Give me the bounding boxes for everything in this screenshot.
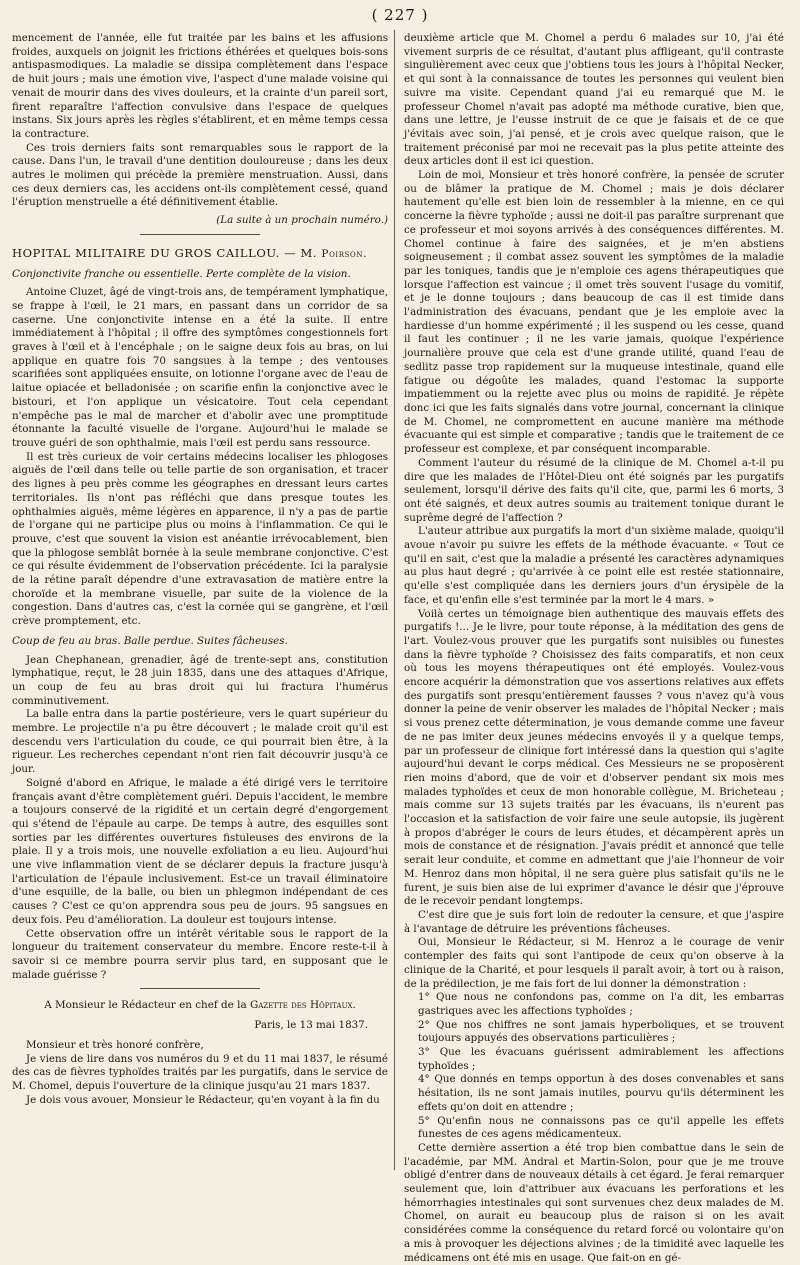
paragraph: Ces trois derniers faits sont remarquables sous le rapport de la cause. Dans l'un, le travail d'une dentition douloureuse ; dans les deux autres le molimen qui précède la première menstruation. Aussi, dans ces deux derniers cas, les accidens ont-ils complètement cessé, quand l'éruption menstruelle a été définitivement établie. (12, 141, 388, 209)
list-item: 1° Que nous ne confondons pas, comme on l'a dit, les embarras gastriques avec les affections typhoïdes ; (418, 991, 784, 1017)
paragraph: Loin de moi, Monsieur et très honoré confrère, la pensée de scruter ou de blâmer la pratique de M. Chomel ; mais je dois déclarer hautement qu'elle est bien loin de ressembler à la mienne, en ce qui concerne la fièvre typhoïde ; aussi ne doit-il pas paraître surprenant que ce professeur et moi soyons arrivés à des conséquences différentes. M. Chomel continue à faire des saignées, et je m'en abstiens soigneusement ; il combat assez souvent les symptômes de la maladie par les toniques, tandis que je n'emploie ces agens thérapeutiques que lorsque l'affection est vaincue ; il omet très souvent l'usage du vomitif, et je le donne toujours ; dans beaucoup de cas il est timide dans l'administration des évacuans, pendant que je les emploie avec la hardiesse d'un homme expérimenté ; il les suspend ou les cesse, quand il faut les continuer ; il ne les varie jamais, quoique l'expérience journalière prouve que cela est d'une grande utilité, quand l'eau de sedlitz passe trop rapidement sur la muqueuse intestinale, quand elle fatigue ou dégoûte les malades, quand l'estomac la supporte impatiemment ou la rejette avec plus ou moins de rapidité. Je répète donc ici que les faits signalés dans votre journal, concernant la clinique de M. Chomel, ne compromettent en aucune manière ma méthode évacuante qui est simple et comparative ; tandis que le traitement de ce professeur est complexe, et par conséquent incomparable. (404, 169, 784, 456)
list-item: 5° Qu'enfin nous ne connaissons pas ce qu'il appelle les effets funestes de ces agens médicamenteux. (418, 1114, 784, 1141)
section-separator (140, 234, 260, 235)
list-item: 3° Que les évacuans guérissent admirablement les affections typhoïdes ; (418, 1046, 784, 1072)
paragraph: Cette dernière assertion a été trop bien combattue dans le sein de l'académie, par MM. Andral et Martin-Solon, pour que je me trouve obligé d'entrer dans de nouveaux détails à cet égard. Je ferai remarquer seulement que, loin d'attribuer aux évacuans les perforations et les hémorrhagies intestinales qui sont survenues chez deux malades de M. Chomel, on aurait eu beaucoup plus de raison si on les avait considérées comme la conséquence du retard forcé ou volontaire qu'on a mis à provoquer les déjections alvines ; de la timidité avec laquelle les médicamens ont été mis en usage. Que fait-on en gé- (404, 1141, 784, 1264)
paragraph: Je viens de lire dans vos numéros du 9 et du 11 mai 1837, le résumé des cas de fièvres typhoïdes traités par les purgatifs, dans le service de M. Chomel, depuis l'ouverture de la clinique jusqu'au 21 mars 1837. (12, 1052, 388, 1092)
letter-dateline: Paris, le 13 mai 1837. (254, 1019, 368, 1032)
paragraph: La balle entra dans la partie postérieure, vers le quart supérieur du membre. Le projectile n'a pu être découvert ; le malade croit qu'il est descendu vers l'articulation du coude, ce qui pourrait bien être, à la rigueur. Les recherches cependant n'ont rien fait découvrir jusqu'à ce jour. (12, 708, 388, 776)
paragraph: Oui, Monsieur le Rédacteur, si M. Henroz a le courage de venir contempler des faits qui sont l'antipode de ceux qu'on observe à la clinique de la Charité, et pour lesquels il paraît avoir, à tort ou à raison, de la prédilection, je me fais fort de lui donner la démonstration : (404, 936, 784, 990)
section-separator (140, 988, 260, 989)
paragraph: Cette observation offre un intérêt véritable sous le rapport de la longueur du traitement conservateur du membre. Encore reste-t-il à savoir si ce membre pourra servir plus tard, en supposant que le malade guérisse ? (12, 927, 388, 981)
paragraph: Antoine Cluzet, âgé de vingt-trois ans, de tempérament lymphatique, se frappe à l'œil, le 21 mars, en passant dans un corridor de sa caserne. Une conjonctivite intense en a été la suite. Il entre immédiatement à l'hôpital ; il offre des symptômes congestionnels fort graves à l'œil et à l'encéphale ; on le saigne deux fois au bras, on lui applique en quatre fois 70 sangsues à la tempe ; des ventouses scarifiées sont appliquées ensuite, on lotionne l'organe avec de l'eau de laitue opiacée et belladonisée ; on scarifie enfin la conjonctive avec le bistouri, et l'on applique un vésicatoire. Tout cela cependant n'empêche pas le mal de marcher et d'abolir avec une promptitude étonnante la faculté visuelle de l'organe. Aujourd'hui le malade se trouve guéri de son ophthalmie, mais l'œil est perdu sans ressource. (12, 286, 388, 449)
paragraph: C'est dire que je suis fort loin de redouter la censure, et que j'aspire à l'avantage de détruire les préventions fâcheuses. (404, 909, 784, 935)
left-column (12, 32, 388, 1107)
paragraph: L'auteur attribue aux purgatifs la mort d'un sixième malade, quoiqu'il avoue n'avoir pu suivre les effets de la méthode évacuante. « Tout ce qu'il en sait, c'est que la maladie a présenté les caractères adynamiques au plus haut degré ; qu'arrivée à ce point elle est restée stationnaire, qu'elle s'est compliquée dans les derniers jours d'un érysipèle de la face, et qu'enfin elle s'est terminée par la mort le 4 mars. » (404, 525, 784, 606)
list-item: 2° Que nos chiffres ne sont jamais hyperboliques, et se trouvent toujours appuyés des observations particulières ; (418, 1018, 784, 1045)
continuation-note: (La suite à un prochain numéro.) (216, 214, 388, 227)
paragraph: Comment l'auteur du résumé de la clinique de M. Chomel a-t-il pu dire que les malades de l'Hôtel-Dieu ont été soignés par les purgatifs seulement, lorsqu'il dérive des faits qu'il cite, que, parmi les 6 morts, 3 ont été saignés, et deux autres soumis au traitement tonique durant le suprême degré de l'affection ? (404, 456, 784, 524)
right-column (404, 32, 784, 1265)
case-subtitle: Conjonctivite franche ou essentielle. Perte complète de la vision. (12, 267, 351, 280)
paragraph: Je dois vous avouer, Monsieur le Rédacteur, qu'en voyant à la fin du (26, 1093, 380, 1106)
letter-heading (12, 999, 388, 1013)
paragraph: deuxième article que M. Chomel a perdu 6 malades sur 10, j'ai été vivement surpris de ce résultat, d'autant plus affligeant, qu'il contraste singulièrement avec ceux que j'obtiens tous les jours à l'hôpital Necker, et qui sont à la connaissance de toutes les personnes qui veulent bien suivre ma visite. Cependant quand j'ai eu remarqué que M. le professeur Chomel n'avait pas adopté ma méthode curative, bien que, dans une lettre, je l'eusse instruit de ce que je faisais et de ce que j'évitais avec soin, j'ai pensé, et je crois avec quelque raison, que le traitement préconisé par moi ne recevait pas la plus petite atteinte des deux articles dont il est ici question. (404, 32, 784, 168)
paragraph: Il est très curieux de voir certains médecins localiser les phlogoses aiguës de l'œil dans telle ou telle partie de son organisation, et tracer des lignes à peu près comme les géographes en dressant leurs cartes territoriales. Ils n'ont pas réfléchi que dans presque toutes les ophthalmies aiguës, même légères en apparence, il n'y a pas de partie de l'organe qui ne participe plus ou moins à l'inflammation. Ce qui le prouve, c'est que souvent la vision est anéantie irrévocablement, bien que la phlogose semblât bornée à la seule membrane conjonctive. C'est ce qui résulte évidemment de l'observation précédente. Ici la paralysie de la rétine paraît dépendre d'une extravasation de matière entre la choroïde et la membrane visuelle, par suite de la violence de la congestion. Dans d'autres cas, c'est la cornée qui se gangrène, et l'œil crève promptement, etc. (12, 450, 388, 628)
section-title-text: HOPITAL MILITAIRE DU GROS CAILLOU. — M. (12, 245, 318, 260)
case-subtitle: Coup de feu au bras. Balle perdue. Suites fâcheuses. (12, 634, 288, 647)
letter-salutation: Monsieur et très honoré confrère, (26, 1038, 204, 1051)
list-item: 4° Que donnés en temps opportun à des doses convenables et sans hésitation, ils ne sont jamais inutiles, pourvu qu'ils déterminent les effets qu'on doit en attendre ; (418, 1073, 784, 1113)
section-title (12, 247, 388, 262)
paragraph: Voilà certes un témoignage bien authentique des mauvais effets des purgatifs !... Je le livre, pour toute réponse, à la méditation des gens de l'art. Voulez-vous prouver que les purgatifs sont nuisibles ou funestes dans la fièvre typhoïde ? Choisissez des faits comparatifs, et non ceux où tous les moyens thérapeutiques ont été employés. Voulez-vous encore acquérir la démonstration que vos assertions relatives aux effets des purgatifs sont presqu'entièrement fausses ? vous n'avez qu'à vous donner la peine de venir observer les malades de l'hôpital Necker ; mais si vous prenez cette détermination, je vous demande comme une faveur de ne pas imiter deux jeunes médecins envoyés il y a quelque temps, par un professeur de clinique fort intéressé dans la question qui s'agite aujourd'hui devant le corps médical. Ces Messieurs ne se proposèrent rien moins d'abord, que de voir et d'observer pendant six mois mes malades typhoïdes et ceux de mon honorable collègue, M. Bricheteau ; mais comme sur 13 sujets traités par les évacuans, ils n'eurent pas l'occasion et la satisfaction de voir faire une seule autopsie, ils jugèrent à propos d'abréger le cours de leurs études, et décampèrent après un mois de constance et de résignation. J'avais prédit et annoncé que telle serait leur conduite, et comme en admettant que j'aie l'honneur de voir M. Henroz dans mon hôpital, il ne sera guère plus satisfait qu'ils ne le furent, je suis bien aise de lui exprimer d'avance le désir que j'éprouve de le recevoir pendant longtemps. (404, 607, 784, 908)
section-author: Poirson. (321, 247, 368, 260)
paragraph: mencement de l'année, elle fut traitée par les bains et les affusions froides, auxquels on joignit les frictions éthérées et quelques bois-sons antispasmodiques. La maladie se dissipa complètement dans l'espace de huit jours ; mais une émotion vive, l'aspect d'une malade voisine qui venait de mourir dans des vives douleurs, et la crainte d'un pareil sort, firent reparaître l'affection convulsive dans l'espace de quelques instans. Six jours après les règles s'établirent, et en même temps cessa la contracture. (12, 32, 388, 140)
letter-addressee: A Monsieur le Rédacteur en chef de la (44, 999, 247, 1012)
paragraph: Soigné d'abord en Afrique, le malade a été dirigé vers le territoire français avant d'être complètement guéri. Depuis l'accident, le membre a toujours conservé de la rigidité et un certain degré d'engorgement qui s'étend de l'épaule au carpe. De temps à autre, des esquilles sont sorties par les différentes ouvertures fistuleuses des environs de la plaie. Il y a trois mois, une nouvelle exfoliation a eu lieu. Aujourd'hui une vive inflammation vient de se déclarer depuis la fracture jusqu'à l'articulation de l'épaule inclusivement. Est-ce un travail éliminatoire d'une esquille, de la balle, ou bien un phlegmon indépendant de ces causes ? C'est ce qu'on apprendra sous peu de jours. 95 sangsues en deux fois. Peu d'amélioration. La douleur est toujours intense. (12, 776, 388, 926)
journal-name: Gazette des Hôpitaux. (249, 999, 356, 1012)
page-number: ( 227 ) (371, 6, 429, 24)
column-divider (394, 30, 395, 1170)
paragraph: Jean Chephanean, grenadier, âgé de trente-sept ans, constitution lymphatique, reçut, le 28 juin 1835, dans une des attaques d'Afrique, un coup de feu au bras droit qui lui fractura l'humérus comminutivement. (12, 653, 388, 707)
